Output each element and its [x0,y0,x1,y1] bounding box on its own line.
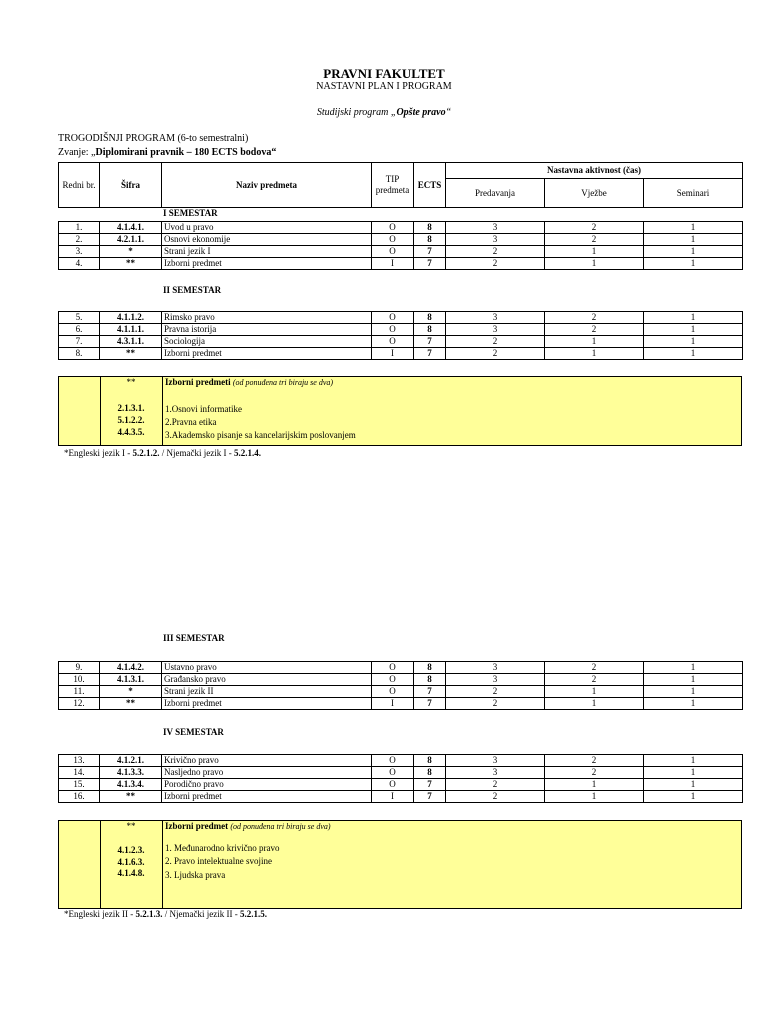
subject-name: Porodično pravo [162,779,372,791]
subject-row [59,779,743,791]
subject-type: O [372,767,414,779]
elective-codes [100,821,163,908]
row-number: 2. [59,234,100,246]
seminari-value: 1 [644,686,743,698]
col-naziv: Naziv predmeta [162,163,372,208]
elective-subject: 1. Međunarodno krivično pravo [165,843,280,853]
subject-row [59,312,743,324]
semester-label: I SEMESTAR [163,208,218,218]
predavanja-value: 2 [446,258,545,270]
subject-type: I [372,258,414,270]
semester-table [58,661,743,710]
seminari-value: 1 [644,258,743,270]
vjezbe-value: 1 [545,336,644,348]
column-header-table [58,162,743,208]
seminari-value: 1 [644,336,743,348]
semester-label: III SEMESTAR [163,633,225,643]
predavanja-value: 3 [446,234,545,246]
elective-marker: ** [126,377,136,387]
elective-code: 2.1.3.1. [117,403,145,413]
footnote-text: / Njemački jezik I - [159,448,234,458]
subject-row [59,698,743,710]
ects-value: 8 [414,222,446,234]
subject-row [59,258,743,270]
ects-value: 7 [414,779,446,791]
degree-title [58,147,276,158]
vjezbe-value: 2 [545,234,644,246]
ects-value: 7 [414,258,446,270]
subject-code: 4.1.2.1. [100,755,162,767]
row-number: 10. [59,674,100,686]
subject-name: Krivično pravo [162,755,372,767]
elective-subject: 3. Ljudska prava [165,870,226,880]
row-number: 3. [59,246,100,258]
degree-name: Diplomirani pravnik – 180 ECTS bodova“ [95,147,277,158]
subject-type: O [372,779,414,791]
subject-code: 4.1.3.1. [100,674,162,686]
footnote-text: *Engleski jezik I - [64,448,133,458]
elective-subject: 3.Akademsko pisanje sa kancelarijskim poslovanjem [165,430,356,440]
subject-name: Strani jezik II [162,686,372,698]
subject-row [59,324,743,336]
col-vjezbe: Vježbe [545,179,644,208]
elective-empty-cell [59,821,101,908]
study-program-name: Opšte pravo [396,107,446,118]
seminari-value: 1 [644,755,743,767]
seminari-value: 1 [644,312,743,324]
subject-row [59,686,743,698]
predavanja-value: 2 [446,791,545,803]
row-number: 5. [59,312,100,324]
faculty-title: PRAVNI FAKULTET [323,66,445,81]
elective-names [165,377,741,445]
subject-code: 4.1.3.3. [100,767,162,779]
elective-code: 4.1.2.3. [117,845,145,855]
subject-code: * [100,246,162,258]
seminari-value: 1 [644,698,743,710]
subject-row [59,336,743,348]
elective-empty-cell [59,377,101,445]
ects-value: 7 [414,246,446,258]
subject-name: Strani jezik I [162,246,372,258]
subject-name: Pravna istorija [162,324,372,336]
col-ects: ECTS [414,163,446,208]
subject-type: O [372,755,414,767]
vjezbe-value: 1 [545,258,644,270]
vjezbe-value: 2 [545,222,644,234]
subject-type: O [372,324,414,336]
subject-row [59,674,743,686]
ects-value: 7 [414,686,446,698]
vjezbe-value: 1 [545,698,644,710]
vjezbe-value: 2 [545,674,644,686]
subject-code: * [100,686,162,698]
study-program-prefix: Studijski program „ [316,107,397,118]
semester-label: IV SEMESTAR [163,727,224,737]
predavanja-value: 2 [446,686,545,698]
row-number: 11. [59,686,100,698]
subject-code: ** [100,348,162,360]
seminari-value: 1 [644,324,743,336]
subject-type: O [372,312,414,324]
seminari-value: 1 [644,767,743,779]
predavanja-value: 3 [446,755,545,767]
row-number: 9. [59,662,100,674]
elective-marker: ** [126,821,136,831]
semester-table [58,311,743,360]
seminari-value: 1 [644,222,743,234]
row-number: 16. [59,791,100,803]
ects-value: 8 [414,324,446,336]
subject-row [59,234,743,246]
subject-type: I [372,698,414,710]
subject-name: Rimsko pravo [162,312,372,324]
col-predavanja: Predavanja [446,179,545,208]
subject-row [59,348,743,360]
footnote-code: 5.2.1.4. [233,448,261,458]
subject-name: Izborni predmet [162,791,372,803]
subject-name: Nasljedno pravo [162,767,372,779]
subject-row [59,662,743,674]
seminari-value: 1 [644,246,743,258]
row-number: 15. [59,779,100,791]
seminari-value: 1 [644,662,743,674]
seminari-value: 1 [644,674,743,686]
study-program [0,107,768,118]
predavanja-value: 2 [446,348,545,360]
elective-block [58,820,742,909]
footnote-code: 5.2.1.5. [239,909,267,919]
footnote-code: 5.2.1.3. [135,909,163,919]
subject-code: 4.1.1.1. [100,324,162,336]
predavanja-value: 2 [446,779,545,791]
col-sifra: Šifra [100,163,162,208]
ects-value: 7 [414,791,446,803]
program-duration: TROGODIŠNJI PROGRAM (6-to semestralni) [58,133,249,144]
subject-type: I [372,348,414,360]
plan-subtitle: NASTAVNI PLAN I PROGRAM [316,81,452,92]
subject-name: Izborni predmet [162,258,372,270]
row-number: 1. [59,222,100,234]
subject-code: ** [100,698,162,710]
footnote [64,448,261,458]
subject-name: Izborni predmet [162,698,372,710]
elective-code: 4.1.6.3. [117,857,145,867]
footnote-code: 5.2.1.2. [132,448,160,458]
ects-value: 8 [414,312,446,324]
predavanja-value: 3 [446,662,545,674]
semester-table [58,221,743,270]
subject-name: Osnovi ekonomije [162,234,372,246]
subject-code: ** [100,258,162,270]
subject-row [59,246,743,258]
elective-title: Izborni predmet [165,821,229,831]
subject-type: O [372,336,414,348]
predavanja-value: 2 [446,336,545,348]
subject-type: O [372,222,414,234]
study-program-suffix: “ [445,107,452,118]
row-number: 8. [59,348,100,360]
ects-value: 7 [414,348,446,360]
row-number: 14. [59,767,100,779]
subject-name: Izborni predmet [162,348,372,360]
subject-type: O [372,234,414,246]
row-number: 12. [59,698,100,710]
row-number: 7. [59,336,100,348]
row-number: 13. [59,755,100,767]
subject-name: Ustavno pravo [162,662,372,674]
elective-code: 5.1.2.2. [117,415,145,425]
elective-codes [100,377,163,445]
elective-note: (od ponuđena tri biraju se dva) [230,822,331,831]
col-tip: TIP predmeta [372,163,414,208]
subject-code: ** [100,791,162,803]
vjezbe-value: 1 [545,686,644,698]
subject-code: 4.1.1.2. [100,312,162,324]
predavanja-value: 3 [446,222,545,234]
subject-code: 4.2.1.1. [100,234,162,246]
seminari-value: 1 [644,791,743,803]
row-number: 6. [59,324,100,336]
semester-table [58,754,743,803]
ects-value: 8 [414,674,446,686]
col-seminari: Seminari [644,179,743,208]
degree-prefix: Zvanje: „ [58,147,96,158]
ects-value: 7 [414,698,446,710]
seminari-value: 1 [644,234,743,246]
ects-value: 8 [414,755,446,767]
footnote-text: *Engleski jezik II - [64,909,136,919]
subject-name: Građansko pravo [162,674,372,686]
subject-row [59,791,743,803]
subject-code: 4.1.3.4. [100,779,162,791]
ects-value: 8 [414,234,446,246]
subject-type: I [372,791,414,803]
elective-title: Izborni predmeti [165,377,231,387]
subject-row [59,755,743,767]
elective-block [58,376,742,446]
vjezbe-value: 2 [545,767,644,779]
col-nastavna: Nastavna aktivnost (čas) [446,163,743,179]
ects-value: 8 [414,662,446,674]
ects-value: 8 [414,767,446,779]
vjezbe-value: 2 [545,324,644,336]
col-redni-br: Redni br. [59,163,100,208]
subject-code: 4.3.1.1. [100,336,162,348]
row-number: 4. [59,258,100,270]
vjezbe-value: 1 [545,246,644,258]
seminari-value: 1 [644,348,743,360]
subject-name: Sociologija [162,336,372,348]
semester-label: II SEMESTAR [163,285,222,295]
vjezbe-value: 1 [545,348,644,360]
elective-note: (od ponuđena tri biraju se dva) [232,378,334,387]
elective-subject: 2. Pravo intelektualne svojine [165,856,272,866]
footnote-text: / Njemački jezik II - [162,909,240,919]
subject-code: 4.1.4.2. [100,662,162,674]
predavanja-value: 3 [446,324,545,336]
elective-subject: 2.Pravna etika [165,417,217,427]
vjezbe-value: 1 [545,779,644,791]
predavanja-value: 3 [446,312,545,324]
seminari-value: 1 [644,779,743,791]
footnote [64,909,267,919]
vjezbe-value: 2 [545,662,644,674]
ects-value: 7 [414,336,446,348]
elective-code: 4.1.4.8. [117,868,145,878]
subject-type: O [372,686,414,698]
subject-type: O [372,674,414,686]
predavanja-value: 2 [446,246,545,258]
subject-row [59,767,743,779]
subject-name: Uvod u pravo [162,222,372,234]
predavanja-value: 2 [446,698,545,710]
subject-row [59,222,743,234]
elective-subject: 1.Osnovi informatike [165,404,242,414]
predavanja-value: 3 [446,767,545,779]
vjezbe-value: 2 [545,312,644,324]
vjezbe-value: 2 [545,755,644,767]
elective-code: 4.4.3.5. [117,427,145,437]
vjezbe-value: 1 [545,791,644,803]
predavanja-value: 3 [446,674,545,686]
subject-code: 4.1.4.1. [100,222,162,234]
subject-type: O [372,246,414,258]
elective-names [165,821,741,908]
subject-type: O [372,662,414,674]
